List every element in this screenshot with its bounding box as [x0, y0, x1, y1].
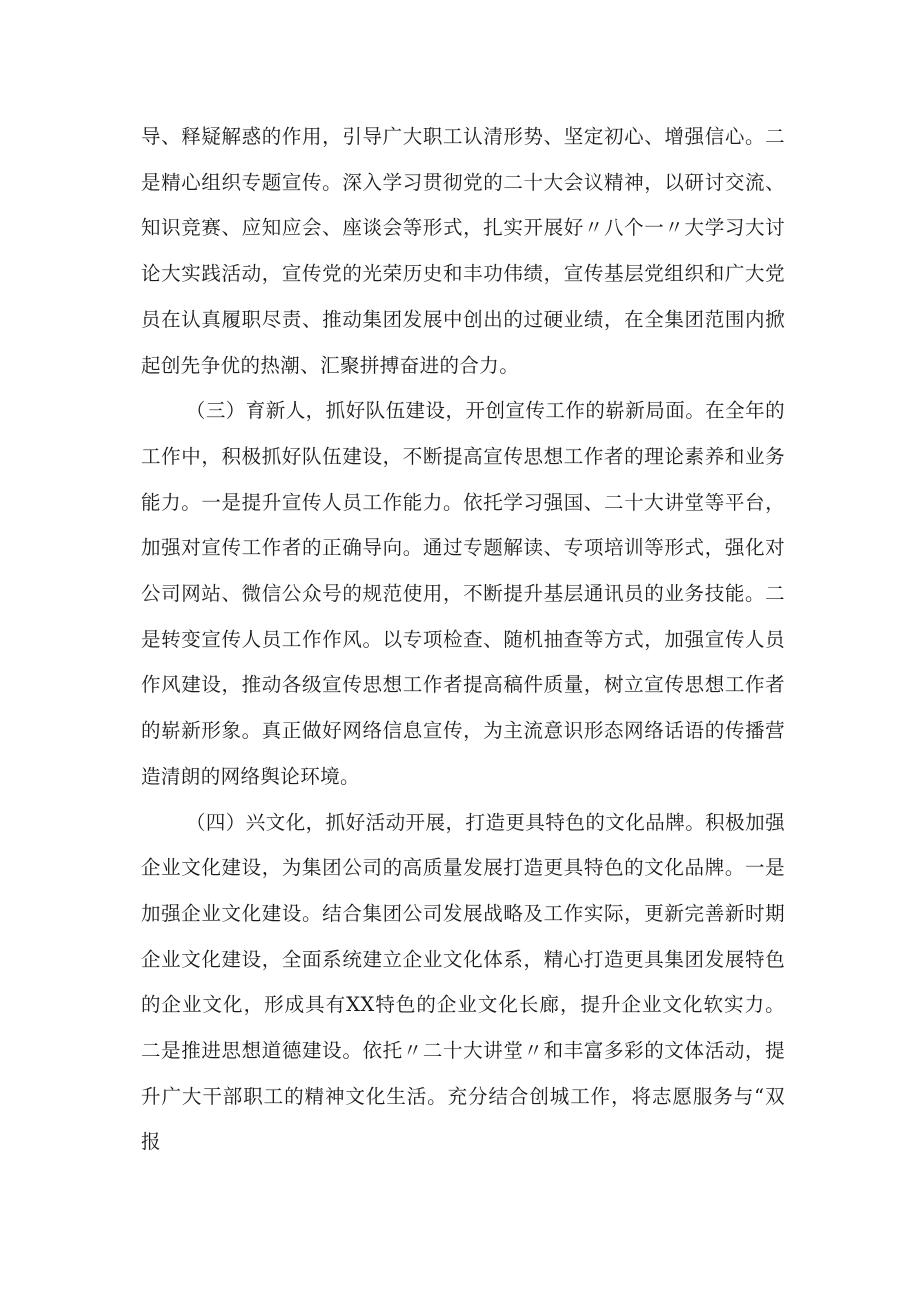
paragraph-propaganda-work: 导、释疑解惑的作用，引导广大职工认清形势、坚定初心、增强信心。二是精心组织专题宣传。深入学习贯彻党的二十大会议精神，以研讨交流、知识竞赛、应知应会、座谈会等形式，扎实开展好〃八个一〃大学习大讨论大实践活动，宣传党的光荣历史和丰功伟绩，宣传基层党组织和广大党员在认真履职尽责、推动集团发展中创出的过硬业绩，在全集团范围内掀起创先争优的热潮、汇聚拼搏奋进的合力。	[141, 125, 785, 377]
document-body	[141, 114, 785, 1165]
paragraph-corporate-culture: （四）兴文化，抓好活动开展，打造更具特色的文化品牌。积极加强企业文化建设，为集团公司的高质量发展打造更具特色的文化品牌。一是加强企业文化建设。结合集团公司发展战略及工作实际，更新完善新时期企业文化建设，全面系统建立企业文化体系，精心打造更具集团发展特色的企业文化，形成具有XX特色的企业文化长廊，提升企业文化软实力。二是推进思想道德建设。依托〃二十大讲堂〃和丰富多彩的文体活动，提升广大干部职工的精神文化生活。充分结合创城工作，将志愿服务与“双报	[141, 810, 785, 1154]
paragraph-team-building: （三）育新人，抓好队伍建设，开创宣传工作的崭新局面。在全年的工作中，积极抓好队伍建设，不断提高宣传思想工作者的理论素养和业务能力。一是提升宣传人员工作能力。依托学习强国、二十大讲堂等平台，加强对宣传工作者的正确导向。通过专题解读、专项培训等形式，强化对公司网站、微信公众号的规范使用，不断提升基层通讯员的业务技能。二是转变宣传人员工作作风。以专项检查、随机抽查等方式，加强宣传人员作风建设，推动各级宣传思想工作者提高稿件质量，树立宣传思想工作者的崭新形象。真正做好网络信息宣传，为主流意识形态网络话语的传播营造清朗的网络舆论环境。	[141, 399, 785, 788]
